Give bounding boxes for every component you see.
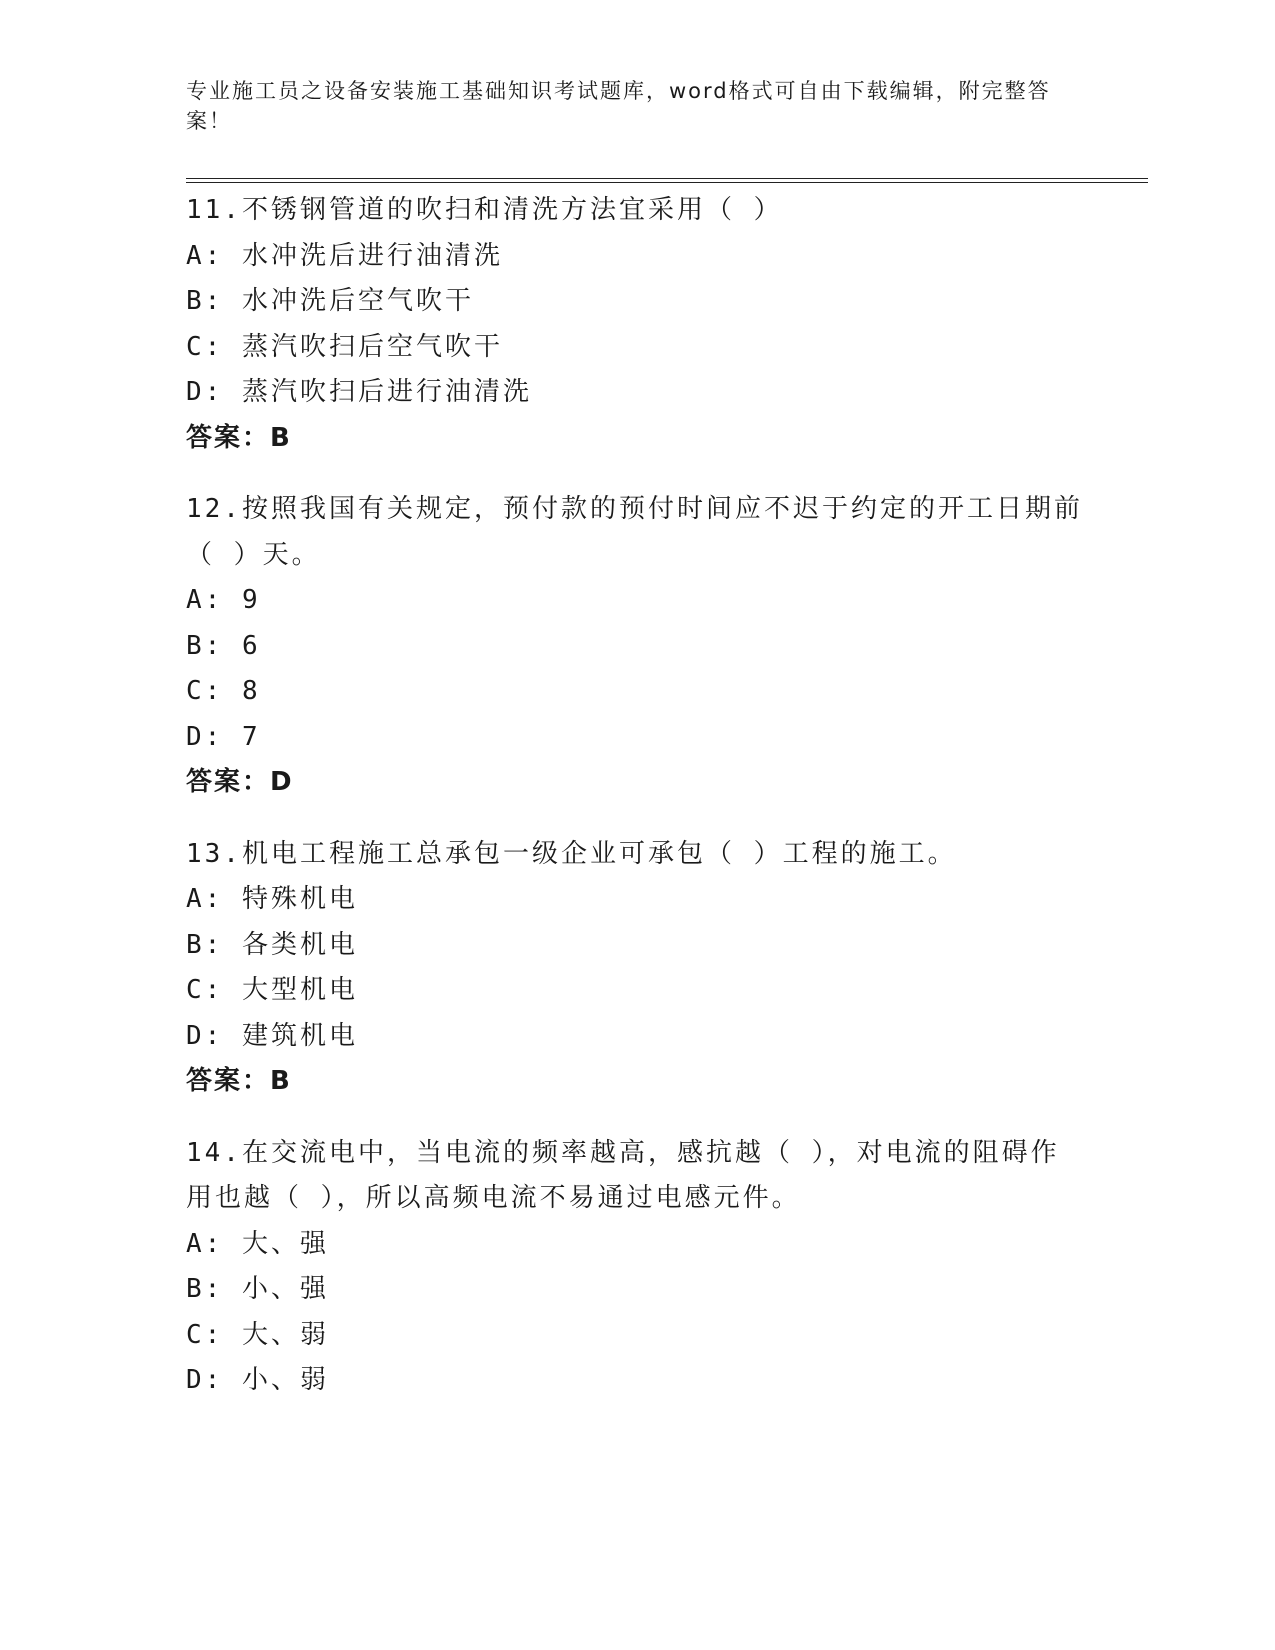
document-header: 专业施工员之设备安装施工基础知识考试题库，word格式可自由下载编辑，附完整答案！: [186, 79, 1051, 133]
question-13: [186, 832, 1086, 1105]
option-c: C: 大型机电: [186, 975, 358, 1005]
question-14: [186, 1131, 1086, 1404]
option-b: B: 小、强: [186, 1274, 329, 1304]
option-b: B: 各类机电: [186, 929, 358, 960]
answer-line: 答案：B: [186, 1066, 292, 1096]
option-c: C: 蒸汽吹扫后空气吹干: [186, 331, 503, 362]
option-d: D: 小、弱: [186, 1365, 329, 1395]
question-stem: 14.在交流电中，当电流的频率越高，感抗越（ ），对电流的阻碍作: [186, 1137, 1060, 1168]
question-stem-continued: 用也越（ ），所以高频电流不易通过电感元件。: [186, 1183, 801, 1213]
option-a: A: 特殊机电: [186, 884, 358, 914]
option-a: A: 大、强: [186, 1228, 329, 1259]
question-list: [186, 188, 1086, 1430]
option-b: B: 水冲洗后空气吹干: [186, 286, 474, 316]
option-b: B: 6: [186, 630, 261, 661]
question-stem-continued: （ ）天。: [186, 539, 321, 570]
option-d: D: 7: [186, 721, 261, 752]
answer-line: 答案：B: [186, 422, 292, 453]
option-d: D: 建筑机电: [186, 1020, 358, 1051]
question-11: [186, 188, 1086, 461]
question-stem: 11.不锈钢管道的吹扫和清洗方法宜采用（ ）: [186, 195, 783, 225]
option-a: A: 水冲洗后进行油清洗: [186, 240, 503, 271]
header-divider-bottom: [186, 182, 1148, 183]
question-stem: 12.按照我国有关规定，预付款的预付时间应不迟于约定的开工日期前: [186, 494, 1083, 524]
option-c: C: 8: [186, 676, 261, 706]
option-d: D: 蒸汽吹扫后进行油清洗: [186, 377, 532, 407]
question-12: [186, 487, 1086, 806]
header-divider-top: [186, 178, 1148, 179]
option-c: C: 大、弱: [186, 1319, 329, 1350]
option-a: A: 9: [186, 585, 261, 615]
question-stem: 13.机电工程施工总承包一级企业可承包（ ）工程的施工。: [186, 838, 957, 869]
answer-line: 答案：D: [186, 767, 294, 797]
